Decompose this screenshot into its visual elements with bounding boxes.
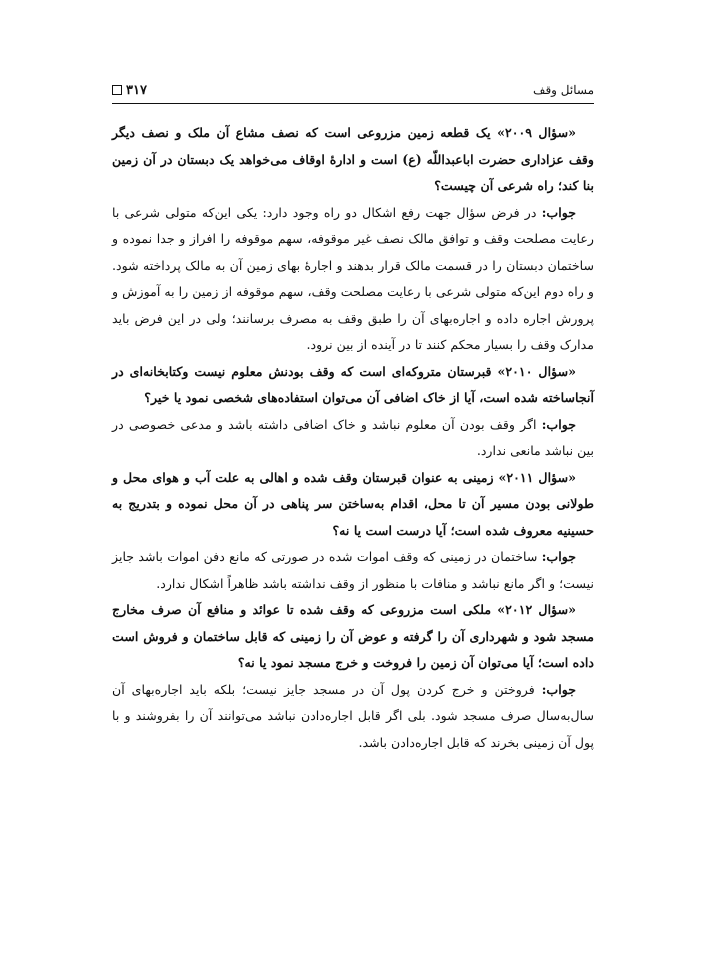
page-number: ۳۱۷ (126, 82, 147, 98)
question-2009 (112, 120, 594, 200)
question-2010 (112, 359, 594, 412)
running-title: مسائل وقف (533, 83, 594, 97)
page-number-group (112, 83, 147, 98)
square-ornament-icon (112, 85, 122, 95)
answer-2009 (112, 200, 594, 359)
question-2011 (112, 465, 594, 545)
body-text (112, 120, 594, 756)
answer-label: جواب: (541, 681, 576, 697)
answer-text: در فرض سؤال جهت رفع اشکال دو راه وجود دارد: یکی این‌که متولی شرعی با رعایت مصلحت وقف و توافق مالک نصف غیر موقوفه، سهم موقوفه را افراز و جدا نموده و ساختمان دبستان را در قسمت مالک قرار بدهند و اجارهٔ بهای زمین آن به مالک پرداخته شود. و راه دوم این‌که متولی شرعی با رعایت مصلحت وقف، سهم موقوفه از زمین را به آموزش و پرورش اجاره داده و اجاره‌بهای آن را طبق وقف به مصرف برسانند؛ ولی در این فرض باید مدارک وقف را بسیار محکم کنند تا در آینده از بین نرود. (112, 204, 594, 352)
question-label: «سؤال ۲۰۱۲» (497, 602, 577, 617)
answer-text: اگر وقف بودن آن معلوم نباشد و خاک اضافی داشته باشد و مدعی خصوصی در بین نباشد مانعی ندارد. (112, 416, 594, 458)
question-text: یک قطعه زمین مزروعی است که نصف مشاع آن ملک و نصف دیگر وقف عزاداری حضرت اباعبداللّه (ع) است و ادارهٔ اوقاف می‌خواهد یک دبستان در آن زمین بنا کند؛ راه شرعی آن چیست؟ (112, 125, 594, 193)
answer-2010 (112, 412, 594, 465)
question-text: قبرستان متروکه‌ای است که وقف بودنش معلوم نیست وکتابخانه‌ای در آنجاساخته شده است، آیا از خاک اضافی آن می‌توان استفاده‌های شخصی نمود یا خیر؟ (112, 363, 594, 405)
answer-2011 (112, 544, 594, 597)
question-label: «سؤال ۲۰۱۰» (497, 363, 576, 379)
running-header (112, 80, 594, 100)
answer-label: جواب: (541, 549, 576, 564)
question-text: ملکی است مزروعی که وقف شده تا عوائد و منافع آن صرف مخارج مسجد شود و شهرداری آن را گرفته و عوض آن را زمینی که قابل ساختمان و فروش است داده است؛ آیا می‌توان آن زمین را فروخت و خرج مسجد نمود یا نه؟ (112, 602, 594, 670)
answer-text: فروختن و خرج کردن پول آن در مسجد جایز نیست؛ بلکه باید اجاره‌بهای آن سال‌به‌سال صرف مسجد شود. بلی اگر قابل اجاره‌دادن نباشد می‌توانند آن را بفروشند و با پول آن زمینی بخرند که قابل اجاره‌دادن باشد. (112, 681, 594, 750)
answer-2012 (112, 677, 594, 757)
question-label: «سؤال ۲۰۰۹» (497, 125, 577, 140)
answer-text: ساختمان در زمینی که وقف اموات شده در صورتی که مانع دفن اموات باشد جایز نیست؛ و اگر مانع نباشد و منافات با منظور از وقف نداشته باشد ظاهراً اشکال ندارد. (112, 549, 594, 591)
question-text: زمینی به عنوان قبرستان وقف شده و اهالی به علت آب و هوای محل و طولانی بودن مسیر آن تا محل، اقدام به‌ساختن سر پناهی در آن محل نموده و بتدریج به حسینیه معروف شده است؛ آیا درست است یا نه؟ (112, 469, 594, 538)
question-label: «سؤال ۲۰۱۱» (498, 469, 576, 485)
header-rule (112, 103, 594, 104)
answer-label: جواب: (541, 204, 576, 220)
question-2012 (112, 597, 594, 677)
answer-label: جواب: (541, 416, 576, 432)
